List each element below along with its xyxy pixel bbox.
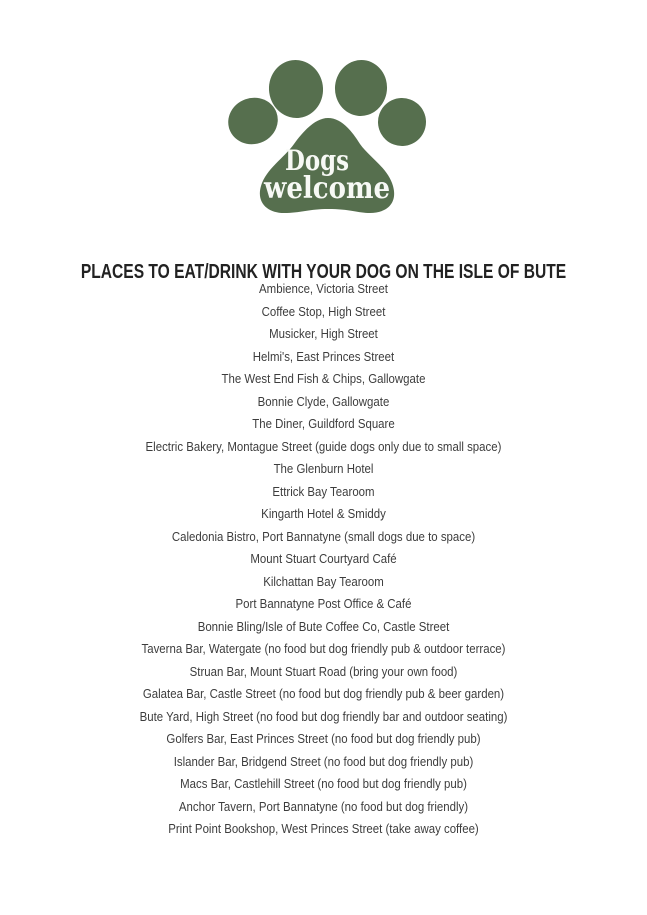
place-item: Musicker, High Street xyxy=(269,326,378,341)
place-item: The West End Fish & Chips, Gallowgate xyxy=(221,371,426,386)
logo-text-line2: welcome xyxy=(263,171,390,206)
place-item: Ambience, Victoria Street xyxy=(259,281,388,296)
place-item: Helmi's, East Princes Street xyxy=(252,348,395,364)
place-item: Print Point Bookshop, West Princes Street (take away coffee) xyxy=(168,821,479,836)
place-item: Anchor Tavern, Port Bannatyne (no food but dog friendly) xyxy=(178,798,469,814)
place-item: Caledonia Bistro, Port Bannatyne (small dogs due to space) xyxy=(171,528,476,544)
place-item: The Diner, Guildford Square xyxy=(252,416,395,431)
place-item: Macs Bar, Castlehill Street (no food but dog friendly pub) xyxy=(180,776,467,791)
place-item: Bonnie Clyde, Gallowgate xyxy=(257,393,390,409)
place-item: Kilchattan Bay Tearoom xyxy=(263,573,384,589)
place-item: Port Bannatyne Post Office & Café xyxy=(235,596,412,611)
place-item: Golfers Bar, East Princes Street (no food but dog friendly pub) xyxy=(166,731,481,746)
paw-toe-right-inner xyxy=(332,57,390,118)
place-item: Mount Stuart Courtyard Café xyxy=(250,551,397,566)
place-item: Bute Yard, High Street (no food but dog friendly bar and outdoor seating) xyxy=(139,708,508,724)
place-item: Ettrick Bay Tearoom xyxy=(272,483,375,499)
place-item: The Glenburn Hotel xyxy=(273,461,374,476)
page-title: PLACES TO EAT/DRINK WITH YOUR DOG ON THE ISLE OF BUTE xyxy=(80,261,567,284)
place-item: Galatea Bar, Castle Street (no food but dog friendly pub & beer garden) xyxy=(142,686,505,701)
place-item: Kingarth Hotel & Smiddy xyxy=(261,506,386,521)
place-item: Electric Bakery, Montague Street (guide dogs only due to small space) xyxy=(145,438,502,454)
place-item: Bonnie Bling/Isle of Bute Coffee Co, Castle Street xyxy=(197,618,450,634)
logo-text-line1: Dogs xyxy=(285,144,349,177)
place-item: Coffee Stop, High Street xyxy=(261,303,386,319)
dogs-welcome-paw-logo xyxy=(222,52,432,217)
places-list xyxy=(39,278,608,841)
place-item: Taverna Bar, Watergate (no food but dog friendly pub & outdoor terrace) xyxy=(141,641,506,656)
place-item: Struan Bar, Mount Stuart Road (bring your own food) xyxy=(189,663,458,679)
place-item: Islander Bar, Bridgend Street (no food but dog friendly pub) xyxy=(173,753,474,769)
